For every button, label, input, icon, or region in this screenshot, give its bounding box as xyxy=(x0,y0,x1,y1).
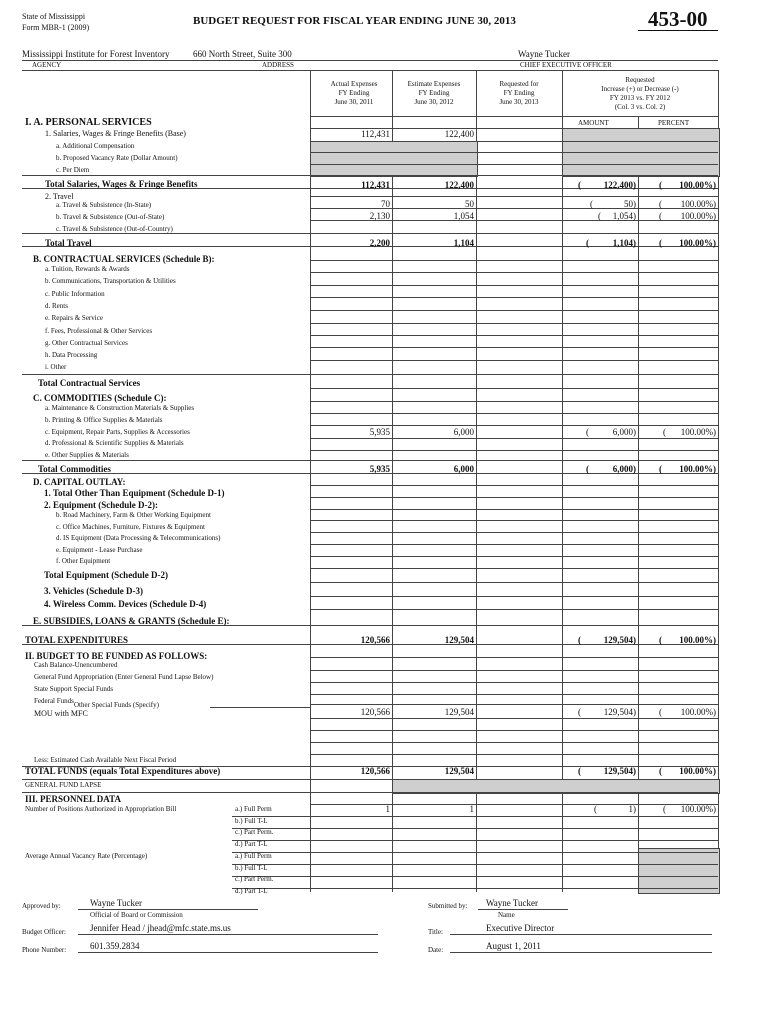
contractual-line-item: e. Repairs & Service xyxy=(45,314,103,323)
line-travel: 2. Travel xyxy=(45,192,74,201)
travel-in-percent: 100.00%) xyxy=(680,199,716,209)
total-salaries-actual: 112,431 xyxy=(361,180,390,190)
equipment-amount: 6,000) xyxy=(612,427,636,437)
total-commodities-amount: 6,000) xyxy=(612,464,636,474)
grid-row-line xyxy=(310,175,718,176)
total-travel-estimate: 1,104 xyxy=(453,238,474,248)
col-change-header: Requested Increase (+) or Decrease (-) FY 2013 vs. FY 2012 (Col. 3 vs. Col. 2) xyxy=(601,76,679,111)
grid-row-line xyxy=(310,116,718,117)
commodity-line-item: a. Maintenance & Construction Materials & Supplies xyxy=(45,404,195,412)
contractual-line-item: i. Other xyxy=(45,363,67,372)
total-salaries-amount: 122,400) xyxy=(603,180,636,190)
grid-row-line xyxy=(310,754,718,755)
grid-row-line xyxy=(310,323,718,324)
line-total-expenditures: TOTAL EXPENDITURES xyxy=(25,635,128,645)
line-travel-out-state: b. Travel & Subsistence (Out-of-State) xyxy=(56,213,165,221)
section-personnel: III. PERSONNEL DATA xyxy=(25,794,121,804)
grid-row-line xyxy=(310,272,718,273)
travel-in-estimate: 50 xyxy=(465,199,474,209)
grid-row-line xyxy=(310,792,718,793)
section-funding: II. BUDGET TO BE FUNDED AS FOLLOWS: xyxy=(25,651,208,661)
total-funds-amount: 129,504) xyxy=(603,766,636,776)
submit-date: August 1, 2011 xyxy=(486,941,541,951)
line-positions: Number of Positions Authorized in Appropriation Bill xyxy=(25,805,177,813)
grid-row-line xyxy=(310,568,718,569)
contractual-line-item: h. Data Processing xyxy=(45,351,98,360)
capital-line-item: d. IS Equipment (Data Processing & Telecommunications) xyxy=(56,534,221,543)
grid-row-line xyxy=(310,497,718,498)
submitted-by: Wayne Tucker xyxy=(486,898,539,908)
grid-row-line xyxy=(310,730,718,731)
personnel-sub-label: b.) Full T-L xyxy=(235,816,268,825)
grid-row-line xyxy=(310,532,718,533)
official-label: Official of Board or Commission xyxy=(90,911,183,919)
section-commodities: C. COMMODITIES (Schedule C): xyxy=(33,393,167,403)
travel-in-actual: 70 xyxy=(381,199,390,209)
grid-row-line xyxy=(310,682,718,683)
grid-row-line xyxy=(310,164,718,165)
section-contractual: B. CONTRACTUAL SERVICES (Schedule B): xyxy=(33,254,215,264)
positions-percent: 100.00%) xyxy=(680,804,716,814)
grid-row-line xyxy=(310,888,718,889)
personnel-sub-label: a.) Full Perm xyxy=(235,852,272,860)
grid-row-line xyxy=(310,360,718,361)
positions-amount: 1) xyxy=(628,804,636,814)
grid-row-line xyxy=(310,704,718,705)
contractual-line-item: d. Rents xyxy=(45,301,68,310)
phone-label: Phone Number: xyxy=(22,946,67,954)
grid-row-line xyxy=(310,816,718,817)
total-travel-amount: 1,104) xyxy=(612,238,636,248)
agency-label: AGENCY xyxy=(32,61,62,69)
ceo-label: CHIEF EXECUTIVE OFFICER xyxy=(520,61,612,69)
grid-row-line xyxy=(310,718,718,719)
mou-actual: 120,566 xyxy=(360,707,390,717)
grid-row-line xyxy=(310,141,718,142)
grid-row-line xyxy=(310,347,718,348)
commodity-line-item: b. Printing & Office Supplies & Materials xyxy=(45,415,163,424)
equipment-actual: 5,935 xyxy=(369,427,390,437)
total-commodities-percent: 100.00%) xyxy=(679,464,716,474)
salaries-estimate: 122,400 xyxy=(444,129,474,139)
line-equipment: 2. Equipment (Schedule D-2): xyxy=(44,500,159,510)
line-vacancy: b. Proposed Vacancy Rate (Dollar Amount) xyxy=(56,154,178,162)
approved-by: Wayne Tucker xyxy=(90,898,143,908)
section-separator xyxy=(22,374,310,375)
grid-row-line xyxy=(310,876,718,877)
grid-row-line xyxy=(310,742,718,743)
personnel-sub-label: a.) Full Perm xyxy=(235,805,272,813)
grid-row-line xyxy=(310,374,718,375)
section-separator xyxy=(22,460,310,461)
line-per-diem: c. Per Diem xyxy=(56,166,90,174)
total-travel-actual: 2,200 xyxy=(369,238,390,248)
grid-row-line xyxy=(310,297,718,298)
name-label: Name xyxy=(498,911,515,919)
grid-row-line xyxy=(310,152,718,153)
line-vacancy-rate: Average Annual Vacancy Rate (Percentage) xyxy=(25,852,148,860)
commodity-line-item: c. Equipment, Repair Parts, Supplies & Accessories xyxy=(45,427,190,436)
funding-line-item: Federal Funds xyxy=(34,697,74,705)
total-commodities-estimate: 6,000 xyxy=(453,464,474,474)
budget-officer-label: Budget Officer: xyxy=(22,928,66,936)
date-label: Date: xyxy=(428,946,444,954)
grid-row-line xyxy=(310,670,718,671)
grid-row-line xyxy=(310,401,718,402)
budget-officer: Jennifer Head / jhead@mfc.state.ms.us xyxy=(90,923,231,933)
positions-actual: 1 xyxy=(385,804,390,814)
capital-line-item: f. Other Equipment xyxy=(56,557,111,566)
grid-row-line xyxy=(310,582,718,583)
grid-row-line xyxy=(310,657,718,658)
line-travel-in-state: a. Travel & Subsistence (In-State) xyxy=(56,201,152,209)
section-personal: I. A. PERSONAL SERVICES xyxy=(25,117,152,128)
col-requested-header: Requested for FY Ending June 30, 2013 xyxy=(499,80,539,106)
travel-out-actual: 2,130 xyxy=(369,211,390,221)
mou-amount: 129,504) xyxy=(603,707,636,717)
section-subsidies: E. SUBSIDIES, LOANS & GRANTS (Schedule E): xyxy=(33,616,230,626)
grid-row-line xyxy=(310,233,718,234)
contractual-line-item: b. Communications, Transportation & Utilities xyxy=(45,277,176,286)
grid-row-line xyxy=(310,509,718,510)
line-less-cash: Less: Estimated Cash Available Next Fiscal Period xyxy=(34,756,177,764)
grid-row-line xyxy=(310,694,718,695)
contractual-line-item: f. Fees, Professional & Other Services xyxy=(45,326,153,335)
total-exp-estimate: 129,504 xyxy=(444,635,474,645)
commodity-line-item: e. Other Supplies & Materials xyxy=(45,451,129,460)
funding-line-item: State Support Special Funds xyxy=(34,685,114,693)
submitter-title: Executive Director xyxy=(486,923,555,933)
positions-estimate: 1 xyxy=(469,804,474,814)
grid-row-line xyxy=(310,460,718,461)
grid-row-line xyxy=(310,485,718,486)
grid-row-line xyxy=(310,828,718,829)
form-title: BUDGET REQUEST FOR FISCAL YEAR ENDING JUNE 30, 2013 xyxy=(193,15,516,27)
travel-in-amount: 50) xyxy=(624,199,636,209)
personnel-sub-label: b.) Full T-L xyxy=(235,863,268,872)
line-general-fund-lapse: GENERAL FUND LAPSE xyxy=(25,781,102,789)
total-salaries-estimate: 122,400 xyxy=(444,180,474,190)
funding-line-item: General Fund Appropriation (Enter General Fund Lapse Below) xyxy=(34,673,214,681)
grid-row-line xyxy=(310,852,718,853)
line-total-contractual: Total Contractual Services xyxy=(38,378,141,388)
capital-line-item: b. Road Machinery, Farm & Other Working Equipment xyxy=(56,511,211,519)
col-actual-header: Actual Expenses FY Ending June 30, 2011 xyxy=(330,80,378,106)
section-capital: D. CAPITAL OUTLAY: xyxy=(33,477,126,487)
equipment-percent: 100.00%) xyxy=(680,427,716,437)
agency-ceo: Wayne Tucker xyxy=(518,49,571,59)
mou-percent: 100.00%) xyxy=(680,707,716,717)
contractual-line-item: a. Tuition, Rewards & Awards xyxy=(45,265,130,273)
form-label: Form MBR-1 (2009) xyxy=(22,23,90,32)
title-label: Title: xyxy=(428,928,443,936)
grid-row-line xyxy=(310,596,718,597)
contractual-line-item: c. Public Information xyxy=(45,289,105,298)
section-separator xyxy=(22,779,310,780)
commodity-line-item: d. Professional & Scientific Supplies & Materials xyxy=(45,439,184,448)
grid-row-line xyxy=(310,450,718,451)
total-funds-percent: 100.00%) xyxy=(679,766,716,776)
line-total-salaries: Total Salaries, Wages & Fringe Benefits xyxy=(45,179,198,189)
total-funds-actual: 120,566 xyxy=(360,766,390,776)
line-other-special: Other Special Funds (Specify) xyxy=(74,701,159,709)
form-number: 453-00 xyxy=(648,7,708,31)
total-travel-percent: 100.00%) xyxy=(679,238,716,248)
section-separator xyxy=(22,233,310,234)
line-vehicles: 3. Vehicles (Schedule D-3) xyxy=(44,586,143,596)
percent-header: PERCENT xyxy=(658,119,690,127)
personnel-sub-label: c.) Part Perm. xyxy=(235,828,274,836)
grid-row-line xyxy=(310,864,718,865)
phone-number: 601.359.2834 xyxy=(90,941,140,951)
line-total-travel: Total Travel xyxy=(45,238,92,248)
travel-out-amount: 1,054) xyxy=(612,211,636,221)
grid-row-line xyxy=(310,609,718,610)
contractual-line-item: g. Other Contractual Services xyxy=(45,338,128,347)
amount-header: AMOUNT xyxy=(578,119,609,127)
total-salaries-percent: 100.00%) xyxy=(679,180,716,190)
line-total-other-equipment: 1. Total Other Than Equipment (Schedule D-1) xyxy=(44,488,225,498)
address-label: ADDRESS xyxy=(262,61,294,69)
mou-estimate: 129,504 xyxy=(444,707,474,717)
capital-line-item: e. Equipment - Lease Purchase xyxy=(56,545,143,554)
grid-row-line xyxy=(310,388,718,389)
personnel-sub-label: c.) Part Perm. xyxy=(235,875,274,883)
travel-out-estimate: 1,054 xyxy=(453,211,474,221)
grid-row-line xyxy=(310,520,718,521)
section-separator xyxy=(22,792,310,793)
state-label: State of Mississippi xyxy=(22,12,86,21)
grid-row-line xyxy=(310,625,718,626)
grid-row-line xyxy=(310,310,718,311)
line-wireless: 4. Wireless Comm. Devices (Schedule D-4) xyxy=(44,599,207,609)
grid-row-line xyxy=(310,196,718,197)
total-exp-actual: 120,566 xyxy=(360,635,390,645)
equipment-estimate: 6,000 xyxy=(453,427,474,437)
grid-row-line xyxy=(310,779,718,780)
grid-row-line xyxy=(310,438,718,439)
personnel-sub-label: d.) Part T-L xyxy=(235,886,268,895)
line-salaries: 1. Salaries, Wages & Fringe Benefits (Base) xyxy=(45,129,186,138)
agency-name: Mississippi Institute for Forest Inventory xyxy=(22,49,170,59)
submitted-label: Submitted by: xyxy=(428,902,468,910)
travel-out-percent: 100.00%) xyxy=(680,211,716,221)
grid-row-line xyxy=(310,425,718,426)
grid-row-line xyxy=(310,840,718,841)
approved-label: Approved by: xyxy=(22,902,61,910)
grid-row-line xyxy=(310,544,718,545)
grid-row-line xyxy=(310,335,718,336)
shaded-block xyxy=(310,141,478,177)
line-total-commodities: Total Commodities xyxy=(38,464,111,474)
capital-line-item: c. Office Machines, Furniture, Fixtures & Equipment xyxy=(56,522,205,531)
col-estimate-header: Estimate Expenses FY Ending June 30, 2012 xyxy=(407,80,461,106)
total-funds-estimate: 129,504 xyxy=(444,766,474,776)
line-travel-out-country: c. Travel & Subsistence (Out-of-Country) xyxy=(56,225,173,233)
salaries-actual: 112,431 xyxy=(361,129,390,139)
grid-row-line xyxy=(310,285,718,286)
grid-row-line xyxy=(310,413,718,414)
total-commodities-actual: 5,935 xyxy=(369,464,390,474)
line-total-equipment: Total Equipment (Schedule D-2) xyxy=(44,570,168,580)
line-additional-comp: a. Additional Compensation xyxy=(56,142,135,150)
line-mou: MOU with MFC xyxy=(34,709,88,718)
line-total-funds: TOTAL FUNDS (equals Total Expenditures above) xyxy=(25,766,221,776)
total-exp-amount: 129,504) xyxy=(603,635,636,645)
personnel-sub-label: d.) Part T-L xyxy=(235,839,268,848)
funding-line-item: Cash Balance-Unencumbered xyxy=(34,661,118,669)
total-exp-percent: 100.00%) xyxy=(679,635,716,645)
agency-address: 660 North Street, Suite 300 xyxy=(193,49,292,59)
section-separator xyxy=(22,175,310,176)
grid-row-line xyxy=(310,556,718,557)
grid-row-line xyxy=(310,260,718,261)
